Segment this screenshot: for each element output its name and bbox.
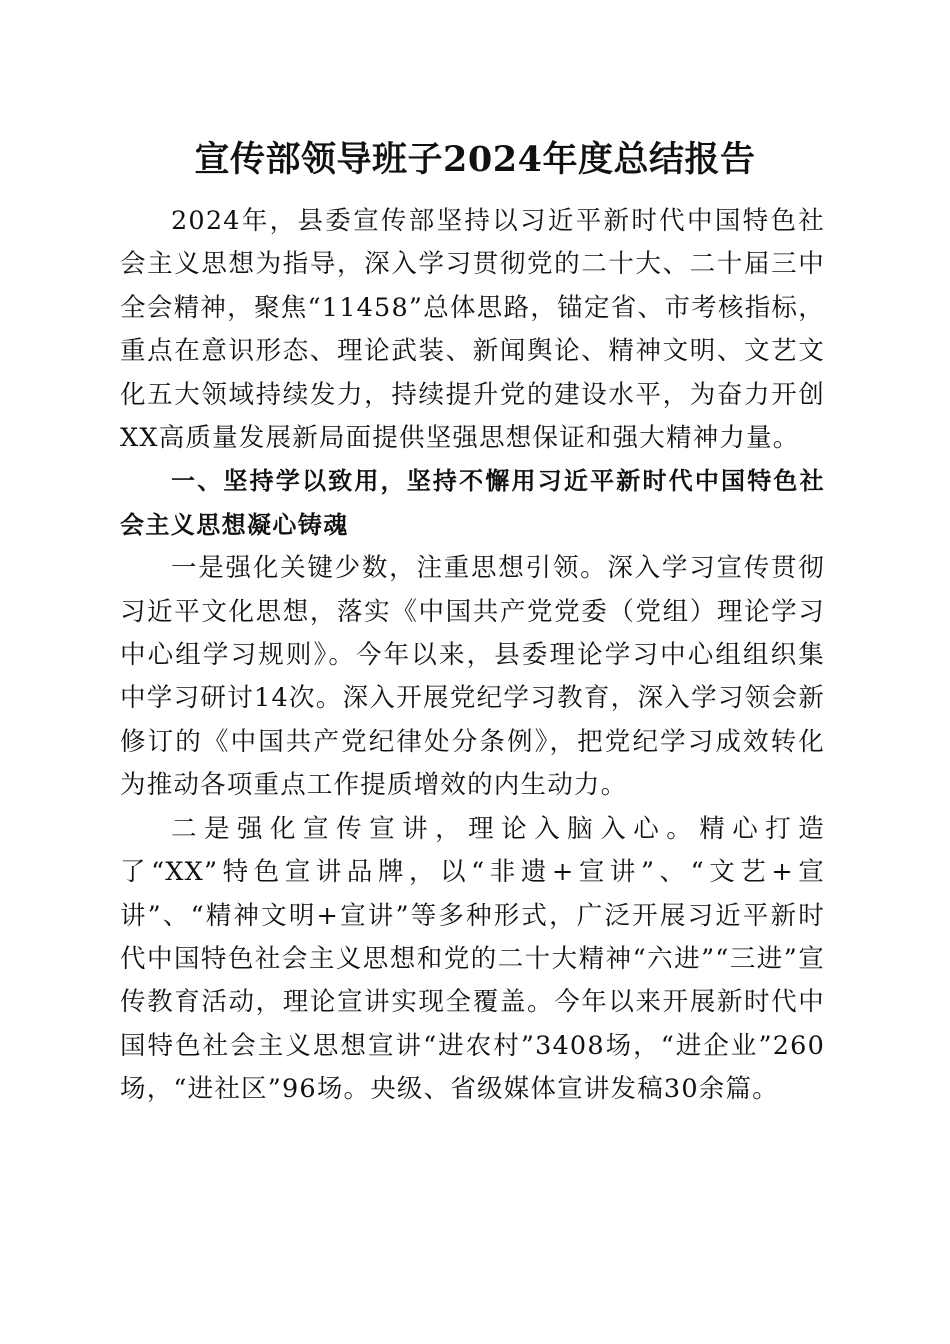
section-heading-1: 一、坚持学以致用，坚持不懈用习近平新时代中国特色社会主义思想凝心铸魂 [120, 467, 825, 539]
page-title: 宣传部领导班子2024年度总结报告 [194, 139, 756, 180]
paragraph-intro: 2024年，县委宣传部坚持以习近平新时代中国特色社会主义思想为指导，深入学习贯彻党的二十大、二十届三中全会精神，聚焦“11458”总体思路，锚定省、市考核指标，重点在意识形态、理论武装、新闻舆论、精神文明、文艺文化五大领域持续发力，持续提升党的建设水平，为奋力开创XX高质量发展新局面提供坚强思想保证和强大精神力量。 [120, 206, 825, 454]
paragraph-point-1: 一是强化关键少数，注重思想引领。深入学习宣传贯彻习近平文化思想，落实《中国共产党党委（党组）理论学习中心组学习规则》。今年以来，县委理论学习中心组组织集中学习研讨14次。深入开展党纪学习教育，深入学习领会新修订的《中国共产党纪律处分条例》，把党纪学习成效转化为推动各项重点工作提质增效的内生动力。 [120, 553, 825, 801]
paragraph-point-2: 二是强化宣传宣讲，理论入脑入心。精心打造了“XX”特色宣讲品牌，以“非遗+宣讲”、“文艺+宣讲”、“精神文明+宣讲”等多种形式，广泛开展习近平新时代中国特色社会主义思想和党的二十大精神“六进”“三进”宣传教育活动，理论宣讲实现全覆盖。今年以来开展新时代中国特色社会主义思想宣讲“进农村”3408场，“进企业”260场，“进社区”96场。央级、省级媒体宣讲发稿30余篇。 [120, 813, 825, 1105]
document-body [120, 200, 825, 1112]
